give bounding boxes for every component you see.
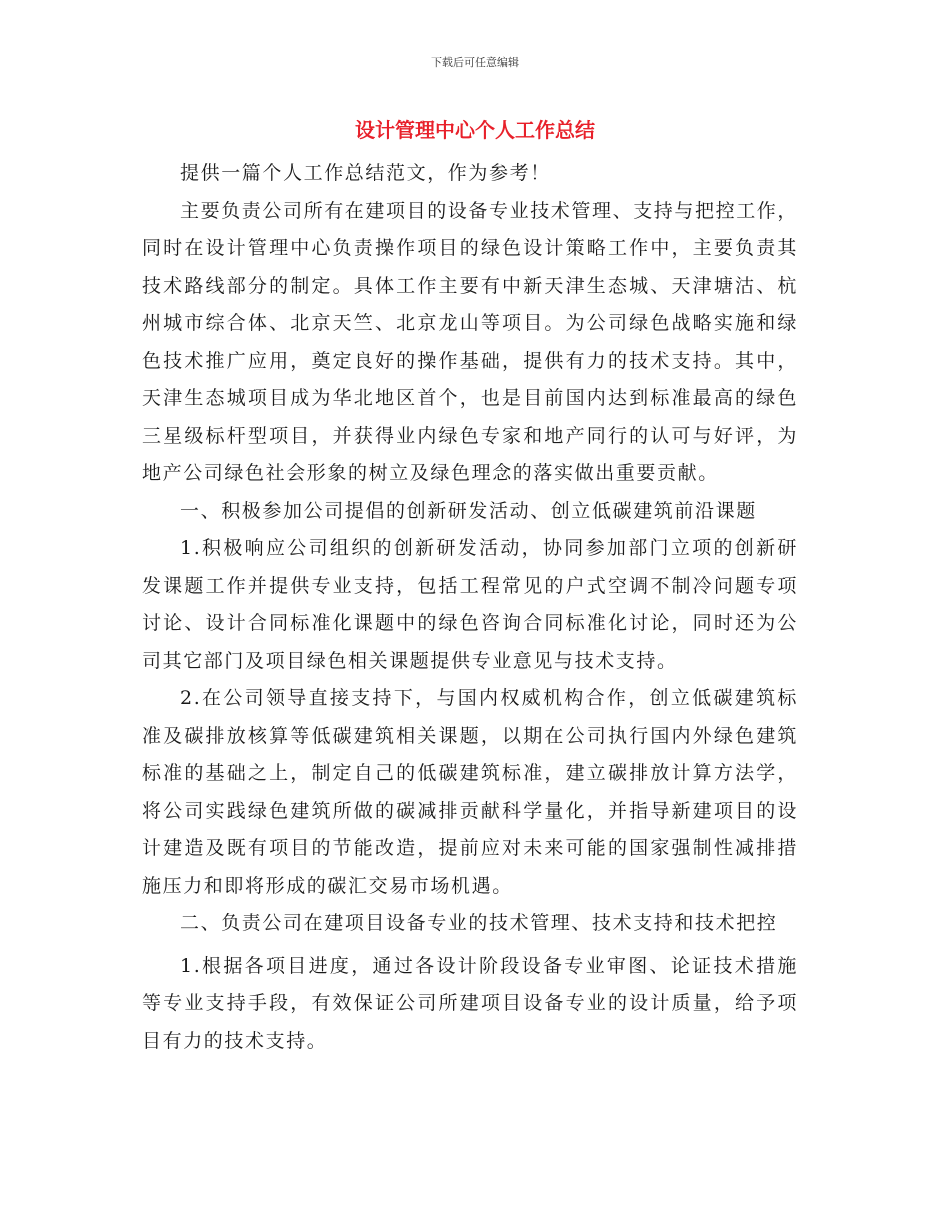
document-body xyxy=(142,155,798,1060)
paragraph-section-two-item-1: 1.根据各项目进度，通过各设计阶段设备专业审图、论证技术措施等专业支持手段，有效保证公司所建项目设备专业的设计质量，给予项目有力的技术支持。 xyxy=(142,954,798,1052)
paragraph-section-one-item-1: 1.积极响应公司组织的创新研发活动，协同参加部门立项的创新研发课题工作并提供专业支持，包括工程常见的户式空调不制冷问题专项讨论、设计合同标准化课题中的绿色咨询合同标准化讨论，同时还为公司其它部门及项目绿色相关课题提供专业意见与技术支持。 xyxy=(142,537,798,672)
document-title: 设计管理中心个人工作总结 xyxy=(355,118,595,142)
header-note: 下载后可任意编辑 xyxy=(431,56,519,69)
section-heading-one: 一、积极参加公司提倡的创新研发活动、创立低碳建筑前沿课题 xyxy=(180,499,757,522)
paragraph-responsibilities: 主要负责公司所有在建项目的设备专业技术管理、支持与把控工作，同时在设计管理中心负责操作项目的绿色设计策略工作中，主要负责其技术路线部分的制定。具体工作主要有中新天津生态城、天津塘沽、杭州城市综合体、北京天竺、北京龙山等项目。为公司绿色战略实施和绿色技术推广应用，奠定良好的操作基础，提供有力的技术支持。其中，天津生态城项目成为华北地区首个，也是目前国内达到标准最高的绿色三星级标杆型项目，并获得业内绿色专家和地产同行的认可与好评，为地产公司绿色社会形象的树立及绿色理念的落实做出重要贡献。 xyxy=(142,199,799,484)
paragraph-section-one-item-2: 2.在公司领导直接支持下，与国内权威机构合作，创立低碳建筑标准及碳排放核算等低碳建筑相关课题，以期在公司执行国内外绿色建筑标准的基础之上，制定自己的低碳建筑标准，建立碳排放计算方法学，将公司实践绿色建筑所做的碳减排贡献科学量化，并指导新建项目的设计建造及既有项目的节能改造，提前应对未来可能的国家强制性减排措施压力和即将形成的碳汇交易市场机遇。 xyxy=(142,687,798,897)
section-heading-two: 二、负责公司在建项目设备专业的技术管理、技术支持和技术把控 xyxy=(180,912,778,934)
paragraph-intro: 提供一篇个人工作总结范文，作为参考！ xyxy=(180,162,551,184)
